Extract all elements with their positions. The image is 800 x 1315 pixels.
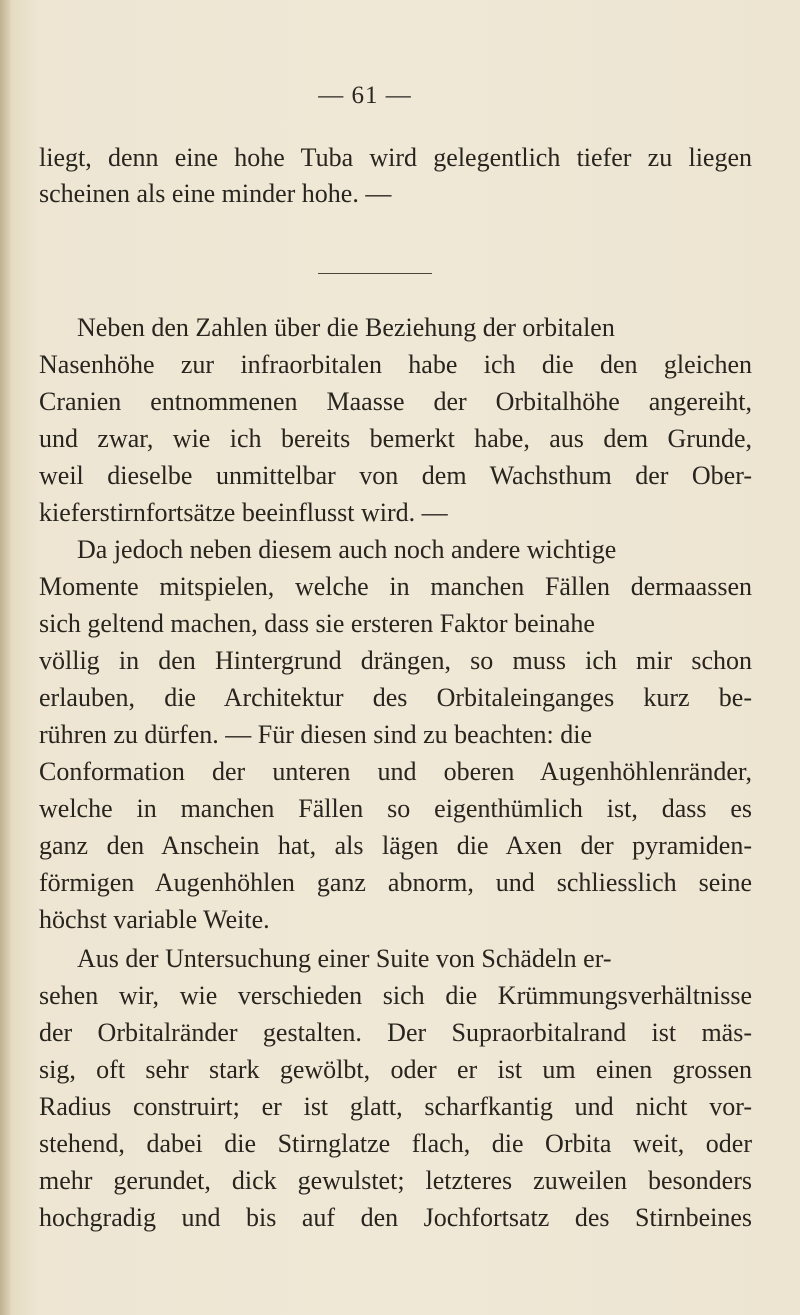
text-line: Da jedoch neben diesem auch noch andere wichtige bbox=[77, 535, 617, 564]
text-line: weil dieselbe unmittelbar von dem Wachsthum der Ober- bbox=[39, 461, 752, 490]
page-gutter-shadow bbox=[0, 0, 10, 1315]
text-line: förmigen Augenhöhlen ganz abnorm, und schliesslich seine bbox=[39, 868, 752, 897]
text-line: hochgradig und bis auf den Jochfortsatz des Stirnbeines bbox=[39, 1203, 752, 1232]
text-line: Nasenhöhe zur infraorbitalen habe ich die den gleichen bbox=[39, 350, 752, 379]
text-line: mehr gerundet, dick gewulstet; letzteres zuweilen besonders bbox=[39, 1166, 752, 1195]
text-line: stehend, dabei die Stirnglatze flach, die Orbita weit, oder bbox=[39, 1129, 752, 1158]
text-line: Neben den Zahlen über die Beziehung der orbitalen bbox=[77, 313, 615, 342]
text-line: welche in manchen Fällen so eigenthümlich ist, dass es bbox=[39, 794, 752, 823]
text-line: erlauben, die Architektur des Orbitaleinganges kurz be- bbox=[39, 683, 752, 712]
text-line: Conformation der unteren und oberen Augenhöhlenränder, bbox=[39, 757, 752, 786]
text-line: sich geltend machen, dass sie ersteren Faktor beinahe bbox=[39, 609, 595, 638]
page-number: — 61 — bbox=[318, 82, 412, 109]
section-divider bbox=[318, 273, 432, 274]
text-line: rühren zu dürfen. — Für diesen sind zu beachten: die bbox=[39, 720, 593, 749]
text-line: kieferstirnfortsätze beeinflusst wird. — bbox=[39, 498, 448, 527]
text-line: scheinen als eine minder hohe. — bbox=[39, 179, 392, 208]
text-line: der Orbitalränder gestalten. Der Supraorbitalrand ist mäs- bbox=[39, 1018, 752, 1047]
text-line: Momente mitspielen, welche in manchen Fällen dermaassen bbox=[39, 572, 752, 601]
text-line: sehen wir, wie verschieden sich die Krümmungsverhältnisse bbox=[39, 981, 752, 1010]
text-line: Radius construirt; er ist glatt, scharfkantig und nicht vor- bbox=[39, 1092, 752, 1121]
text-line: und zwar, wie ich bereits bemerkt habe, aus dem Grunde, bbox=[39, 424, 752, 453]
text-line: liegt, denn eine hohe Tuba wird gelegentlich tiefer zu liegen bbox=[39, 143, 752, 172]
text-line: Cranien entnommenen Maasse der Orbitalhöhe angereiht, bbox=[39, 387, 752, 416]
text-line: sig, oft sehr stark gewölbt, oder er ist um einen grossen bbox=[39, 1055, 752, 1084]
text-line: Aus der Untersuchung einer Suite von Schädeln er- bbox=[77, 944, 612, 973]
text-line: völlig in den Hintergrund drängen, so muss ich mir schon bbox=[39, 646, 752, 675]
text-line: höchst variable Weite. bbox=[39, 905, 270, 934]
text-line: ganz den Anschein hat, als lägen die Axen der pyramiden- bbox=[39, 831, 752, 860]
